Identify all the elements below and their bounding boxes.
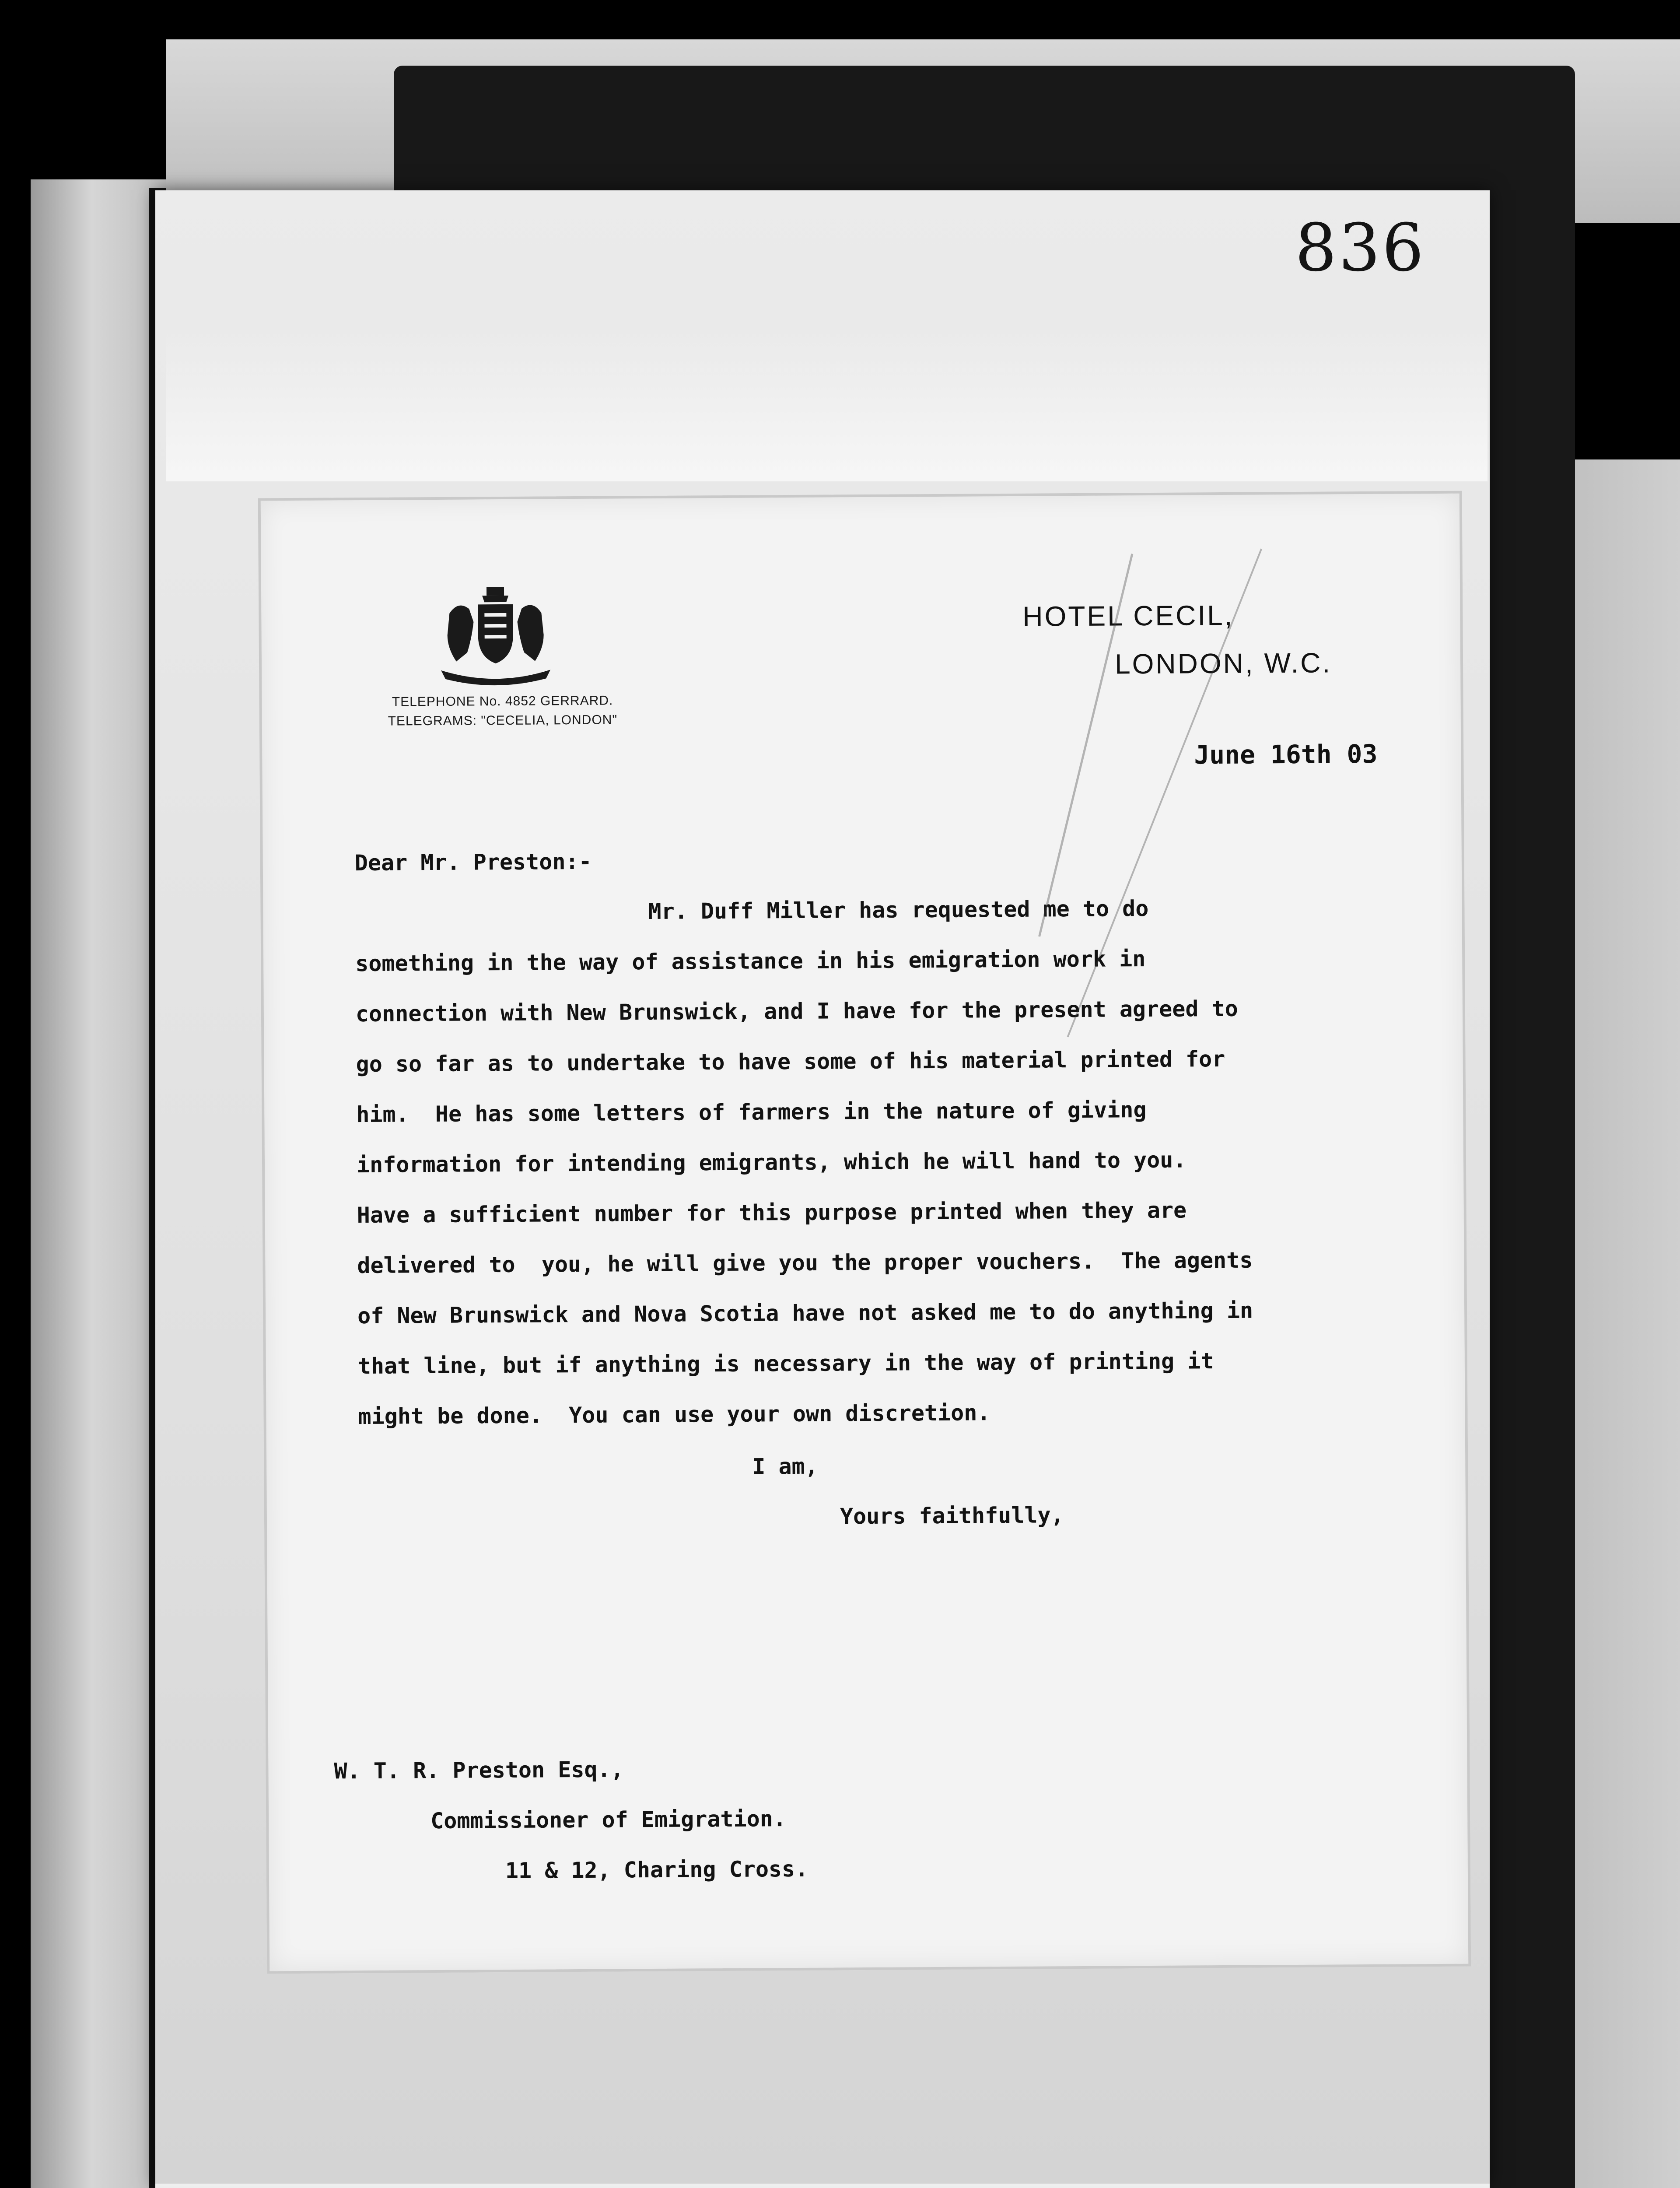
folder-bottom-edge xyxy=(155,2184,1490,2188)
address-line-3: 11 & 12, Charing Cross. xyxy=(505,1856,808,1884)
body-line-6: information for intending emigrants, which he will hand to you. xyxy=(356,1147,1186,1178)
telephone-line: TELEPHONE No. 4852 GERRARD. xyxy=(392,693,613,709)
letter-sheet xyxy=(258,491,1471,1974)
telegrams-line: TELEGRAMS: "CECELIA, LONDON" xyxy=(388,712,618,729)
hotel-address xyxy=(1022,590,1332,688)
letterhead-contact xyxy=(380,691,625,731)
hotel-city-line: LONDON, W.C. xyxy=(1114,647,1332,680)
letter-date: June 16th 03 xyxy=(1194,739,1378,770)
body-line-11: might be done. You can use your own discretion. xyxy=(358,1400,990,1430)
body-line-9: of New Brunswick and Nova Scotia have not asked me to do anything in xyxy=(357,1297,1253,1329)
body-line-7: Have a sufficient number for this purpose printed when they are xyxy=(357,1197,1187,1228)
hotel-crest-icon xyxy=(423,582,568,688)
tissue-overlay xyxy=(166,324,1488,481)
body-line-10: that line, but if anything is necessary in the way of printing it xyxy=(357,1348,1214,1379)
binding-strip xyxy=(31,179,166,2188)
address-line-2: Commissioner of Emigration. xyxy=(430,1806,787,1834)
closing-yours-faithfully: Yours faithfully, xyxy=(840,1502,1064,1529)
body-line-8: delivered to you, he will give you the proper vouchers. The agents xyxy=(357,1247,1253,1279)
address-line-1: W. T. R. Preston Esq., xyxy=(334,1757,624,1784)
closing-i-am: I am, xyxy=(752,1453,818,1480)
body-line-4: go so far as to undertake to have some of his material printed for xyxy=(356,1046,1225,1077)
salutation: Dear Mr. Preston:- xyxy=(354,849,592,876)
body-line-2: something in the way of assistance in his emigration work in xyxy=(355,946,1146,977)
body-line-3: connection with New Brunswick, and I have for the present agreed to xyxy=(355,996,1238,1027)
hotel-name-line: HOTEL CECIL, xyxy=(1022,599,1234,632)
body-line-1: Mr. Duff Miller has requested me to do xyxy=(648,896,1149,925)
body-line-5: him. He has some letters of farmers in the nature of giving xyxy=(356,1097,1147,1128)
folio-number: 836 xyxy=(1295,210,1426,286)
